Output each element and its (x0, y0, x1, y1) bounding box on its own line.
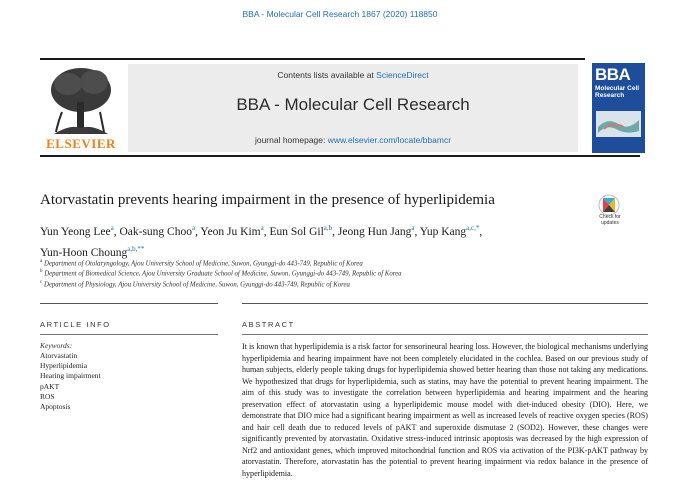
keywords-label: Keywords: (40, 341, 73, 350)
author-affiliation-marker[interactable]: a,c,* (466, 224, 480, 232)
abstract-rule (242, 303, 648, 304)
article-info-subrule (40, 334, 218, 335)
abstract-heading: ABSTRACT (242, 320, 295, 329)
affiliation-text: Department of Otolaryngology, Ajou University School of Medicine, Suwon, Gyunggi-do 443-749, Republic of Korea (43, 260, 363, 268)
keyword-item: Atorvastatin (40, 351, 78, 360)
author-affiliation-marker[interactable]: a (260, 224, 264, 232)
affiliation-text: Department of Physiology, Ajou University School of Medicine, Suwon, Gyunggi-do 443-749, Republic of Korea (43, 281, 350, 289)
homepage-link[interactable]: www.elsevier.com/locate/bbamcr (327, 135, 452, 145)
affiliation-text: Department of Biomedical Science, Ajou University Graduate School of Medicine, Suwon, Gyunggi-do 443-749, Republic of Korea (44, 270, 402, 278)
affiliation-b (40, 269, 600, 277)
masthead-top-rule (40, 58, 585, 60)
author-separator: , (113, 225, 120, 238)
masthead-bottom-rule (40, 155, 640, 157)
author-list (40, 220, 590, 262)
journal-citation[interactable]: BBA - Molecular Cell Research 1867 (2020) 118850 (242, 9, 438, 19)
crossmark-label[interactable]: Check for updates (599, 214, 621, 226)
author-name[interactable]: Jeong Hun Jang (337, 225, 412, 238)
author-name[interactable]: Yup Kang (419, 225, 467, 238)
journal-title: BBA - Molecular Cell Research (236, 95, 470, 114)
keywords-list (40, 351, 200, 412)
author-separator: , (263, 225, 270, 238)
publisher-wordmark[interactable]: ELSEVIER (46, 136, 116, 151)
journal-cover-image (596, 111, 641, 137)
keyword-item: Apoptosis (40, 402, 71, 412)
contents-availability (128, 70, 578, 80)
author-name[interactable]: Oak-sung Choo (119, 225, 192, 238)
author-name[interactable]: Eun Sol Gil (269, 225, 324, 238)
cover-title: BBA (595, 65, 631, 84)
author-affiliation-marker[interactable]: a,b (323, 224, 333, 232)
article-info-heading: ARTICLE INFO (40, 320, 111, 329)
journal-masthead-panel (128, 64, 578, 152)
affiliation-marker: b (40, 269, 43, 274)
abstract-text: It is known that hyperlipidemia is a risk factor for sensorineural hearing loss. However, the biological mechanisms underlying hyperlipidemia and hearing impairment have not been completely elucidated in the cochlea. Based on our previous study of human subjects, elderly people taking drugs for hyperlipidemia showed better hearing than those not taking any medications. We hypothesized that drugs for hyperlipidemia, such as statins, may have the potential to prevent hearing impairment. The aim of this study was to investigate the correlation between hyperlipidemia and hearing impairment and the hearing preservation effect of atorvastatin using a hyperlipidemic mouse model with diet-induced obesity (DIO). Here, we demonstrate that DIO mice had a significant hearing impairment as well as increased levels of reactive oxygen species (ROS) and hair cell death due to reduced levels of pAKT and superoxide dismutase 2 (SOD2). However, these changes were significantly prevented by atorvastatin. Oxidative stress-induced intrinsic apoptosis was decreased by the high expression of Nrf2 and antioxidant genes, which improved mitochondrial function and ROS via activation of the PI3K-pAKT pathway by atorvastatin. Therefore, atorvastatin has the potential to prevent hearing impairment via redox balance in the presence of hyperlipidemia. (242, 342, 648, 479)
abstract-subrule (242, 334, 648, 335)
keyword-item: pAKT (40, 381, 60, 391)
article-title: Atorvastatin prevents hearing impairment in the presence of hyperlipidemia (40, 192, 495, 208)
keyword-item: Hearing impairment (40, 371, 101, 381)
author-affiliation-marker[interactable]: a (191, 224, 196, 232)
affiliation-c (40, 280, 600, 288)
homepage-prefix: journal homepage: (254, 135, 328, 145)
keyword-item: Hyperlipidemia (40, 361, 88, 371)
journal-cover[interactable] (592, 63, 645, 153)
author-separator: , (195, 225, 201, 238)
affiliation-marker: c (40, 280, 43, 285)
author-separator: , (414, 225, 420, 238)
author-name[interactable]: Yeon Ju Kim (200, 225, 261, 238)
affiliation-marker: a (40, 259, 43, 264)
author-name[interactable]: Yun-Hoon Choung (40, 246, 128, 259)
author-affiliation-marker[interactable]: a (411, 224, 415, 232)
author-name[interactable]: Yun Yeong Lee (40, 225, 111, 238)
sciencedirect-link[interactable]: ScienceDirect (376, 70, 429, 80)
affiliation-a (40, 259, 600, 267)
author-separator: , (332, 225, 338, 238)
journal-homepage (128, 135, 578, 145)
keyword-item: ROS (40, 391, 55, 401)
author-affiliation-marker[interactable]: a,b,** (127, 244, 145, 253)
author-separator: , (479, 225, 483, 238)
article-info-rule (40, 303, 218, 304)
author-affiliation-marker[interactable]: a (110, 224, 114, 232)
cover-subtitle: Molecular Cell Research (595, 85, 640, 99)
contents-prefix: Contents lists available at (277, 70, 377, 80)
